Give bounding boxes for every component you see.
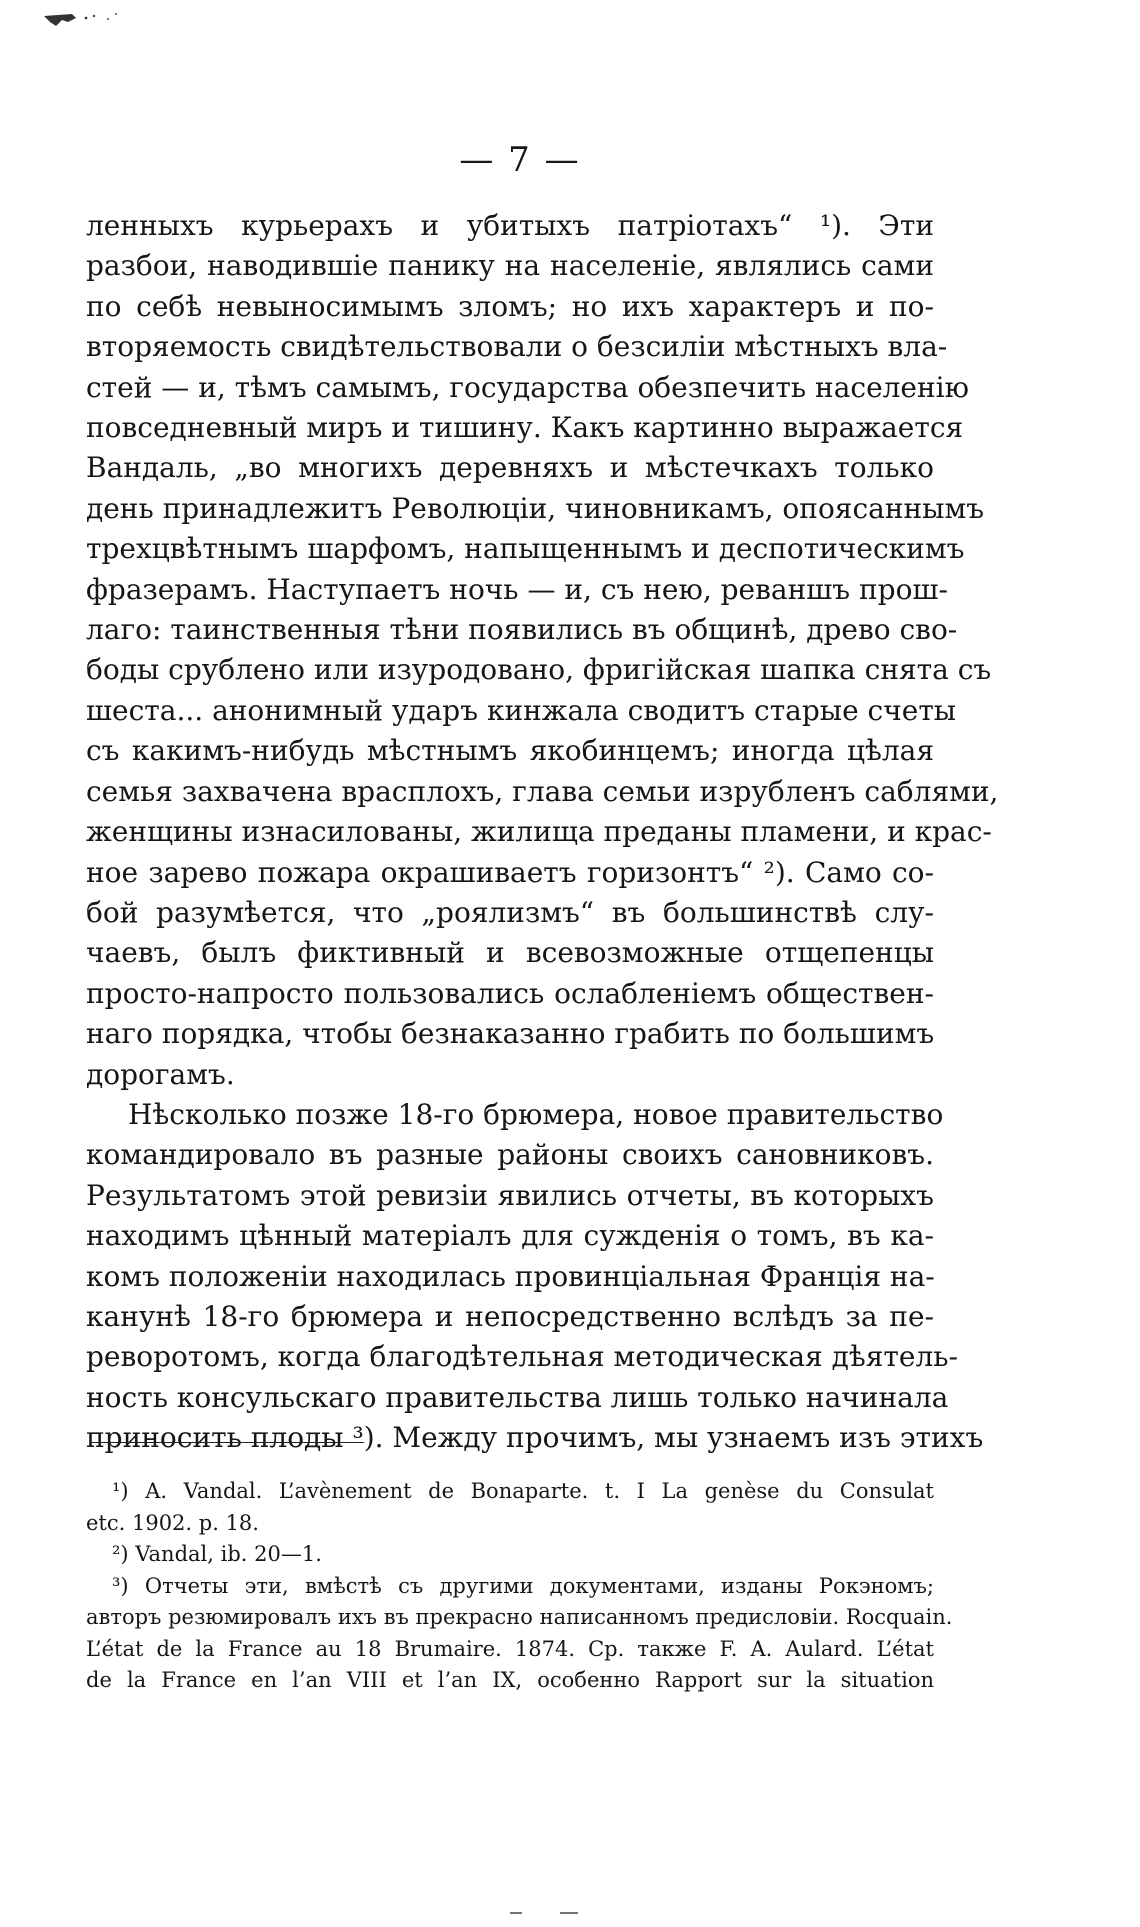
footnote-line: авторъ резюмировалъ ихъ въ прекрасно написанномъ предисловіи. Rocquain. (86, 1605, 953, 1629)
text-line: фразерамъ. Наступаетъ ночь — и, съ нею, реваншъ прош- (86, 572, 948, 606)
text-line: семья захвачена врасплохъ, глава семьи изрубленъ саблями, (86, 774, 999, 808)
footnote-divider (90, 1442, 364, 1443)
text-line: день принадлежитъ Революціи, чиновникамъ, опоясаннымъ (86, 491, 985, 525)
text-line: комъ положеніи находилась провинціальная Франція на- (86, 1259, 935, 1293)
text-line: съ какимъ-нибудь мѣстнымъ якобинцемъ; иногда цѣлая (86, 734, 934, 768)
paragraph-start-line: Нѣсколько позже 18-го брюмера, новое правительство (128, 1097, 944, 1131)
text-line: реворотомъ, когда благодѣтельная методическая дѣятель- (86, 1340, 958, 1374)
text-line: шеста... анонимный ударъ кинжала сводитъ старые счеты (86, 693, 957, 727)
text-line: ность консульскаго правительства лишь только начинала (86, 1380, 949, 1414)
text-line: бой разумѣется, что „роялизмъ“ въ большинствѣ слу- (86, 895, 934, 929)
footnote-line: ¹) A. Vandal. L’avènement de Bonaparte. t. I La genèse du Consulat (112, 1479, 934, 1503)
text-line: ленныхъ курьерахъ и убитыхъ патріотахъ“ ¹). Эти (86, 209, 934, 242)
text-line: лаго: таинственныя тѣни появились въ общинѣ, древо сво- (86, 613, 958, 647)
footnote-line: ²) Vandal, ib. 20—1. (112, 1542, 322, 1566)
text-line: Результатомъ этой ревизіи явились отчеты, въ которыхъ (86, 1178, 934, 1212)
text-line: наго порядка, чтобы безнаказанно грабить по большимъ (86, 1017, 935, 1051)
text-line: командировало въ разные районы своихъ сановниковъ. (86, 1138, 934, 1172)
scan-marks (500, 1908, 600, 1918)
page-number: — 7 — (459, 140, 581, 180)
text-line: разбои, наводившіе панику на населеніе, являлись сами (86, 249, 934, 283)
text-line: боды срублено или изуродовано, фригійская шапка снята съ (86, 653, 992, 687)
text-line: трехцвѣтнымъ шарфомъ, напыщеннымъ и деспотическимъ (86, 532, 965, 566)
text-line: Вандаль, „во многихъ деревняхъ и мѣстечкахъ только (86, 451, 934, 485)
text-line: повседневный миръ и тишину. Какъ картинно выражается (86, 411, 964, 445)
text-line: женщины изнасилованы, жилища преданы пламени, и крас- (86, 815, 992, 849)
text-line: дорогамъ. (86, 1057, 235, 1091)
ink-blot-mark (42, 10, 132, 34)
footnote-line: ³) Отчеты эти, вмѣстѣ съ другими документами, изданы Рокэномъ; (112, 1573, 934, 1598)
text-line: вторяемость свидѣтельствовали о безсиліи мѣстныхъ вла- (86, 330, 948, 364)
text-line: чаевъ, былъ фиктивный и всевозможные отщепенцы (86, 936, 934, 970)
footnote-line: etc. 1902. p. 18. (86, 1510, 259, 1535)
text-line: ное зарево пожара окрашиваетъ горизонтъ“ ²). Само со- (86, 855, 934, 889)
text-line: стей — и, тѣмъ самымъ, государства обезпечить населенію (86, 370, 969, 404)
text-line: приносить плоды ³). Между прочимъ, мы узнаемъ изъ этихъ (86, 1421, 984, 1455)
text-line: канунѣ 18-го брюмера и непосредственно вслѣдъ за пе- (86, 1299, 934, 1333)
main-text (86, 206, 999, 1459)
text-line: просто-напросто пользовались ослабленіемъ обществен- (86, 976, 934, 1010)
footnote-line: de la France en l’an VIII et l’an IX, особенно Rapport sur la situation (86, 1668, 934, 1692)
text-line: по себѣ невыносимымъ зломъ; но ихъ характеръ и по- (86, 289, 934, 323)
footnotes (86, 1476, 953, 1697)
text-line: находимъ цѣнный матеріалъ для сужденія о томъ, въ ка- (86, 1219, 934, 1253)
footnote-line: L’état de la France au 18 Brumaire. 1874. Ср. также F. A. Aulard. L’état (86, 1636, 934, 1661)
